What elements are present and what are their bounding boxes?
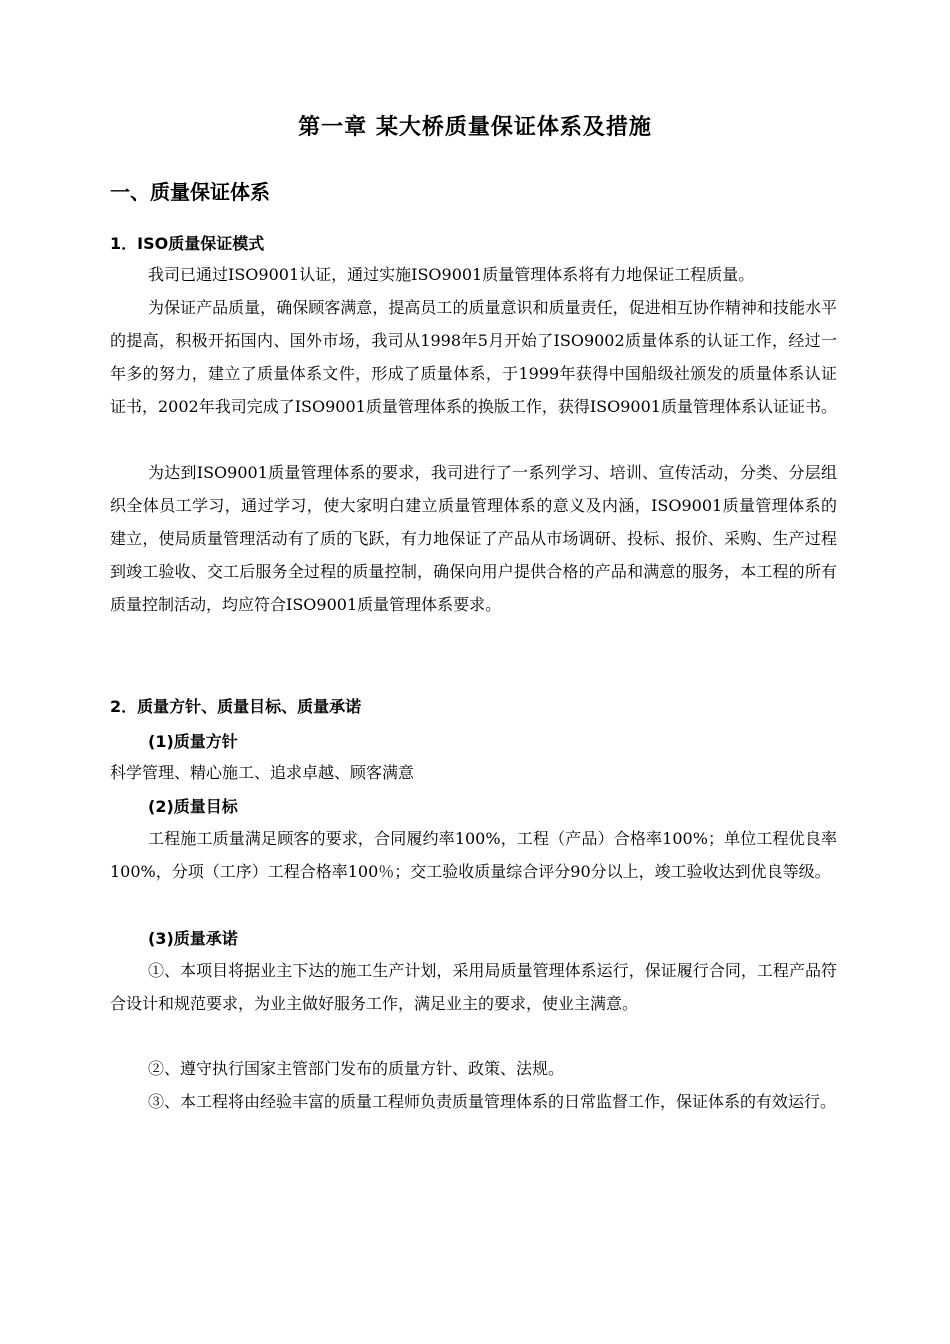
- paragraph-commitment-2: ②、遵守执行国家主管部门发布的质量方针、政策、法规。: [148, 1059, 565, 1078]
- heading-quality-goal: (2)质量目标: [148, 797, 238, 816]
- paragraph-iso-certified: 我司已通过ISO9001认证，通过实施ISO9001质量管理体系将有力地保证工程质量。: [148, 265, 755, 284]
- subsection-heading-policy-goal-commitment: 2．质量方针、质量目标、质量承诺: [110, 697, 362, 716]
- paragraph-quality-policy: 科学管理、精心施工、追求卓越、顾客满意: [110, 763, 415, 782]
- paragraph-commitment-3: ③、本工程将由经验丰富的质量工程师负责质量管理体系的日常监督工作，保证体系的有效运行。: [148, 1092, 837, 1111]
- section-heading-quality-system: 一、质量保证体系: [110, 180, 270, 204]
- chapter-title: 第一章 某大桥质量保证体系及措施: [298, 115, 652, 140]
- paragraph-iso-history: 为保证产品质量，确保顾客满意，提高员工的质量意识和质量责任，促进相互协作精神和技能水平的提高，积极开拓国内、国外市场，我司从1998年5月开始了ISO9002质量体系的认证工作，经过一年多的努力，建立了质量体系文件，形成了质量体系，于1999年获得中国船级社颁发的质量体系认证证书，2002年我司完成了ISO9001质量管理体系的换版工作，获得ISO9001质量管理体系认证证书。: [110, 298, 837, 416]
- paragraph-commitment-1: ①、本项目将据业主下达的施工生产计划，采用局质量管理体系运行，保证履行合同，工程产品符合设计和规范要求，为业主做好服务工作，满足业主的要求，使业主满意。: [110, 961, 837, 1013]
- paragraph-iso-training: 为达到ISO9001质量管理体系的要求，我司进行了一系列学习、培训、宣传活动，分类、分层组织全体员工学习，通过学习，使大家明白建立质量管理体系的意义及内涵，ISO9001质量管理体系的建立，使局质量管理活动有了质的飞跃，有力地保证了产品从市场调研、投标、报价、采购、生产过程到竣工验收、交工后服务全过程的质量控制，确保向用户提供合格的产品和满意的服务，本工程的所有质量控制活动，均应符合ISO9001质量管理体系要求。: [110, 463, 837, 614]
- subsection-heading-iso-mode: 1．ISO质量保证模式: [110, 234, 265, 253]
- heading-quality-policy: (1)质量方针: [148, 732, 238, 751]
- heading-quality-commitment: (3)质量承诺: [148, 929, 238, 948]
- paragraph-quality-goal: 工程施工质量满足顾客的要求，合同履约率100%，工程（产品）合格率100%；单位工程优良率100%，分项（工序）工程合格率100％；交工验收质量综合评分90分以上，竣工验收达到优良等级。: [110, 829, 837, 881]
